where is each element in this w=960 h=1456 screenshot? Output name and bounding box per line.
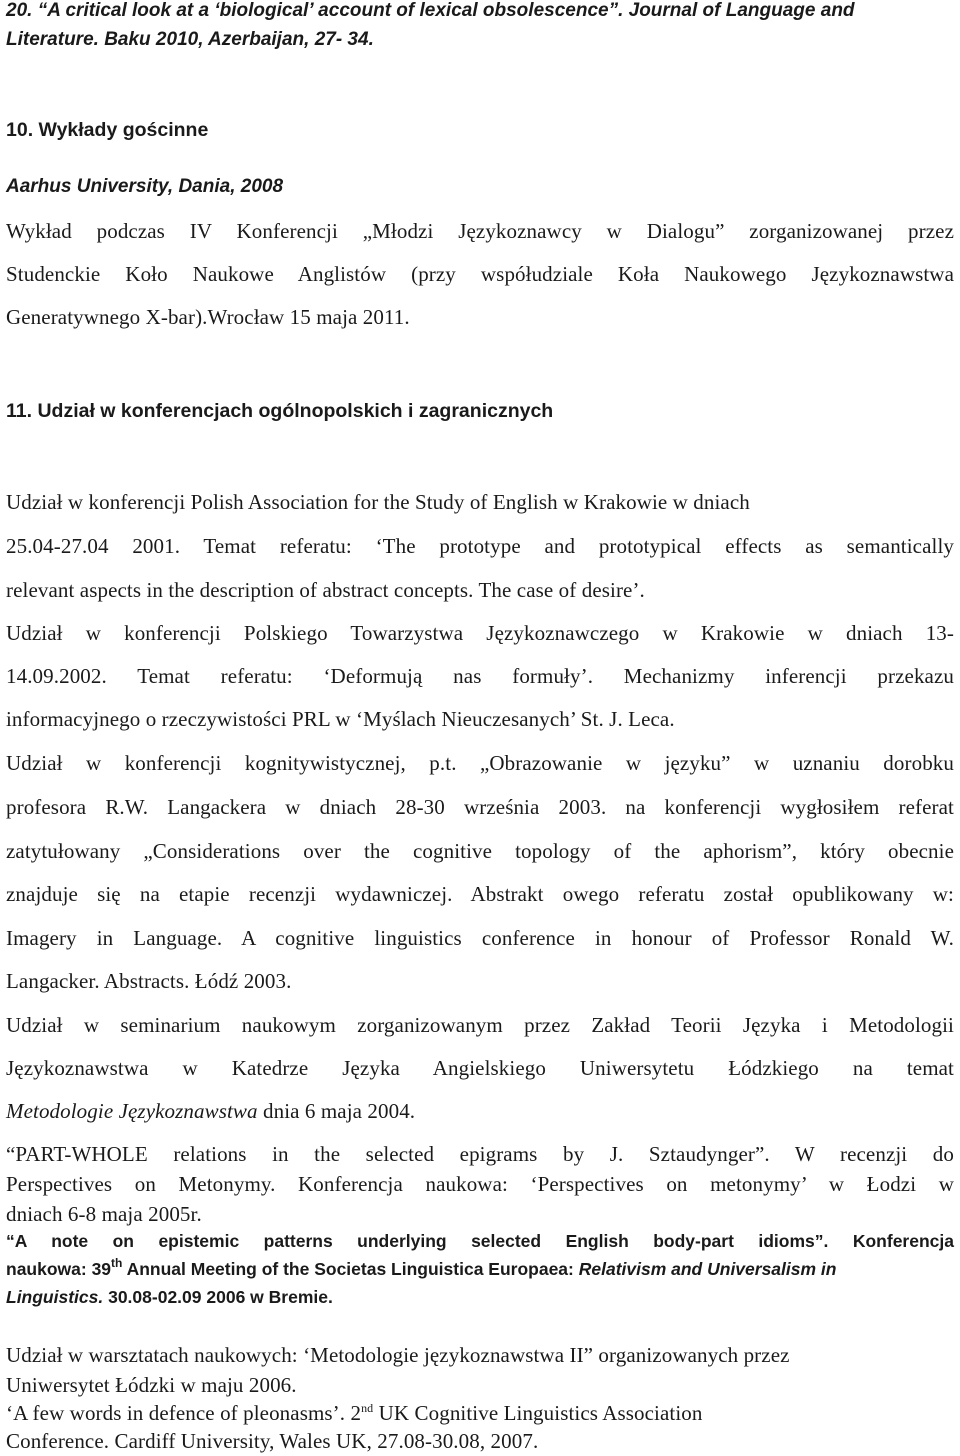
section-11-line-5: 14.09.2002. Temat referatu: ‘Deformują nas formuły’. Mechanizmy inferencji przekazu: [6, 664, 954, 688]
bremen-line-2: naukowa: 39th Annual Meeting of the Societas Linguistica Europaea: Relativism and Universalism in: [6, 1256, 837, 1279]
section-11-line-9: zatytułowany „Considerations over the cognitive topology of the aphorism”, który obecnie: [6, 839, 954, 863]
section-11-line-4: Udział w konferencji Polskiego Towarzystwa Językoznawczego w Krakowie w dniach 13-: [6, 621, 954, 645]
workshop-line-2: Uniwersytet Łódzki w maju 2006.: [6, 1373, 297, 1397]
section-11-line-7: Udział w konferencji kognitywistycznej, p.t. „Obrazowanie w języku” w uznaniu dorobku: [6, 751, 954, 775]
bremen-line-3: Linguistics. 30.08-02.09 2006 w Bremie.: [6, 1287, 333, 1307]
part-whole-line-3: dniach 6-8 maja 2005r.: [6, 1202, 202, 1226]
section-10-subheading: Aarhus University, Dania, 2008: [6, 176, 284, 197]
section-11-line-3: relevant aspects in the description of abstract concepts. The case of desire’.: [6, 578, 645, 602]
section-11-line-1: Udział w konferencji Polish Association for the Study of English w Krakowie w dniach: [6, 490, 750, 514]
section-10-line-1: Wykład podczas IV Konferencji „Młodzi Językoznawcy w Dialogu” zorganizowanej przez: [6, 219, 954, 243]
metodologie-title: Metodologie Językoznawstwa: [6, 1099, 258, 1123]
pleonasms-line-1: ‘A few words in defence of pleonasms’. 2nd UK Cognitive Linguistics Association: [6, 1401, 703, 1425]
metodologie-date: dnia 6 maja 2004.: [257, 1099, 416, 1123]
section-11-line-15: [6, 1099, 415, 1124]
section-11-line-13: Udział w seminarium naukowym zorganizowanym przez Zakład Teorii Języka i Metodologii: [6, 1013, 954, 1037]
section-11-heading: 11. Udział w konferencjach ogólnopolskich i zagranicznych: [6, 400, 554, 422]
entry-20-line-1: 20. “A critical look at a ‘biological’ account of lexical obsolescence”. Journal of Language and: [6, 0, 855, 21]
bremen-conference-theme: Relativism and Universalism in: [578, 1259, 837, 1279]
section-11-line-11: Imagery in Language. A cognitive linguistics conference in honour of Professor Ronald W.: [6, 926, 954, 950]
section-11-line-10: znajduje się na etapie recenzji wydawniczej. Abstrakt owego referatu został opublikowany w:: [6, 882, 954, 906]
section-10-line-3: Generatywnego X-bar).Wrocław 15 maja 2011.: [6, 305, 410, 329]
workshop-line-1: Udział w warsztatach naukowych: ‘Metodologie językoznawstwa II” organizowanych przez: [6, 1343, 790, 1367]
section-11-line-12: Langacker. Abstracts. Łódź 2003.: [6, 969, 292, 993]
section-11-line-8: profesora R.W. Langackera w dniach 28-30 września 2003. na konferencji wygłosiłem referat: [6, 795, 954, 819]
section-11-line-14: Językoznawstwa w Katedrze Języka Angielskiego Uniwersytetu Łódzkiego na temat: [6, 1056, 954, 1080]
pleonasms-line-2: Conference. Cardiff University, Wales UK, 27.08-30.08, 2007.: [6, 1429, 539, 1453]
part-whole-line-2: Perspectives on Metonymy. Konferencja naukowa: ‘Perspectives on metonymy’ w Łodzi w: [6, 1172, 954, 1196]
part-whole-line-1: “PART-WHOLE relations in the selected epigrams by J. Sztaudynger”. W recenzji do: [6, 1142, 954, 1166]
section-10-line-2: Studenckie Koło Naukowe Anglistów (przy współudziale Koła Naukowego Językoznawstwa: [6, 262, 954, 286]
entry-20-line-2: Literature. Baku 2010, Azerbaijan, 27- 34.: [6, 29, 374, 50]
section-11-line-6: informacyjnego o rzeczywistości PRL w ‘Myślach Nieuczesanych’ St. J. Leca.: [6, 707, 675, 731]
bremen-line-1: “A note on epistemic patterns underlying selected English body-part idioms”. Konferencja: [6, 1231, 954, 1251]
section-11-line-2: 25.04-27.04 2001. Temat referatu: ‘The prototype and prototypical effects as semantically: [6, 534, 954, 558]
section-10-heading: 10. Wykłady gościnne: [6, 119, 209, 141]
